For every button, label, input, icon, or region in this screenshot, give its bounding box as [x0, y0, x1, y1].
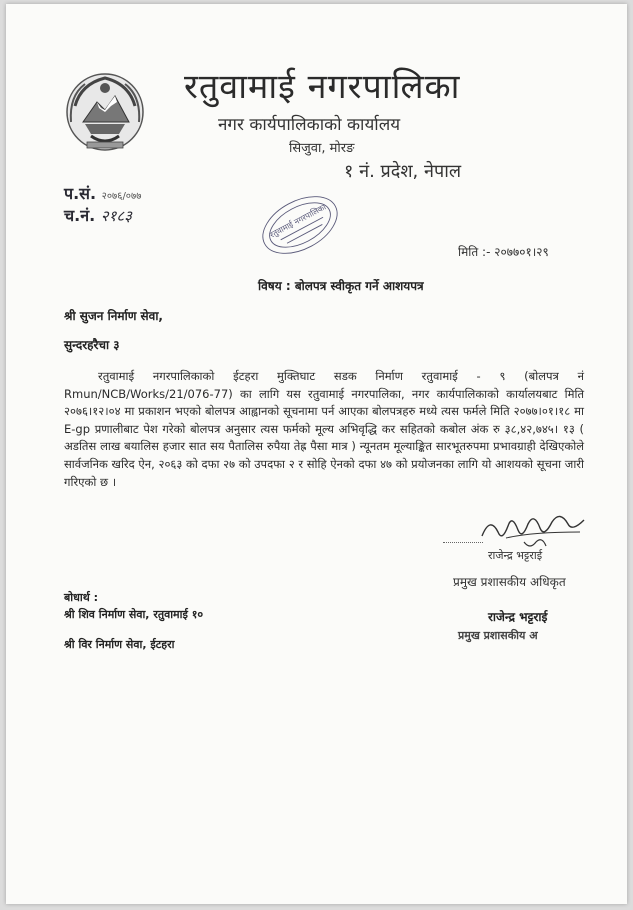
signatory-designation: प्रमुख प्रशासकीय अधिकृत — [453, 575, 566, 589]
signature-dotted-line — [443, 542, 483, 543]
reference-number — [64, 182, 141, 204]
date-label: मिति :- — [458, 245, 491, 259]
office-stamp-icon — [254, 189, 346, 261]
recipient-name: श्री सुजन निर्माण सेवा, — [64, 309, 163, 323]
letter-body: रतुवामाई नगरपालिकाको ईटहरा मुक्तिघाट सडक निर्माण रतुवामाई - ९ (बोलपत्र नं Rmun/NCB/Works/21/076-77) का लागि यस रतुवामाई नगरपालिका, नगर कार्यपालिकाको कार्यालयबाट मिति २०७६।१२।०४ मा प्रकाशन भएको बोलपत्र आह्वानको सूचनामा पर्न आएका बोलपत्रहरु मध्ये त्यस फर्मले मिति २०७७।०१।१८ मा E-gp प्रणालीबाट पेश गरेको बोलपत्र अनुसार त्यस फर्मको मूल्य अभिवृद्धि कर सहितको कबोल अंक रु ३८,४२,७४५। १३ ( अडतिस लाख बयालिस हजार सात सय पैतालिस रुपैया तेह्र पैसा मात्र ) न्यूनतम मूल्याङ्कित सारभूतरुपमा प्रभावग्राही देखिएकोले सार्वजनिक खरिद ऐन, २०६३ को दफा २७ को उपदफा २ र सोहि ऐनको दफा ४७ को प्रयोजनका लागि यो आशयको सूचना जारी गरिएको छ । — [64, 369, 584, 489]
dispatch-value: २१८३ — [100, 207, 132, 225]
signatory-stamp-name: राजेन्द्र भट्टराई — [488, 610, 548, 624]
reference-value: २०७६/०७७ — [101, 191, 142, 202]
dispatch-label: च.नं. — [64, 206, 96, 225]
copies-label: बोधार्थ : — [64, 591, 99, 604]
office-location: सिजुवा, मोरङ — [289, 141, 355, 156]
reference-label: प.सं. — [64, 184, 97, 203]
municipality-title: रतुवामाई नगरपालिका — [184, 67, 461, 107]
province-line: १ नं. प्रदेश, नेपाल — [344, 161, 462, 182]
copy-recipient: श्री शिव निर्माण सेवा, रतुवामाई १० — [64, 608, 204, 621]
date-value: २०७७०१।२९ — [494, 245, 549, 259]
dispatch-number — [64, 204, 132, 226]
copy-recipient: श्री विर निर्माण सेवा, ईटहरा — [64, 638, 175, 651]
office-name: नगर कार्यपालिकाको कार्यालय — [218, 115, 401, 135]
letter-page — [6, 4, 627, 904]
signatory-name: राजेन्द्र भट्टराई — [488, 549, 543, 562]
letter-date — [458, 243, 549, 260]
nepal-emblem-icon — [61, 66, 149, 156]
letter-subject: विषय : बोलपत्र स्वीकृत गर्ने आशयपत्र — [258, 279, 424, 293]
signatory-stamp-designation: प्रमुख प्रशासकीय अ — [458, 629, 538, 642]
stamp-text: रतुवामाई नगरपालिका — [268, 202, 328, 240]
recipient-location: सुन्दरहरैचा ३ — [64, 338, 120, 352]
